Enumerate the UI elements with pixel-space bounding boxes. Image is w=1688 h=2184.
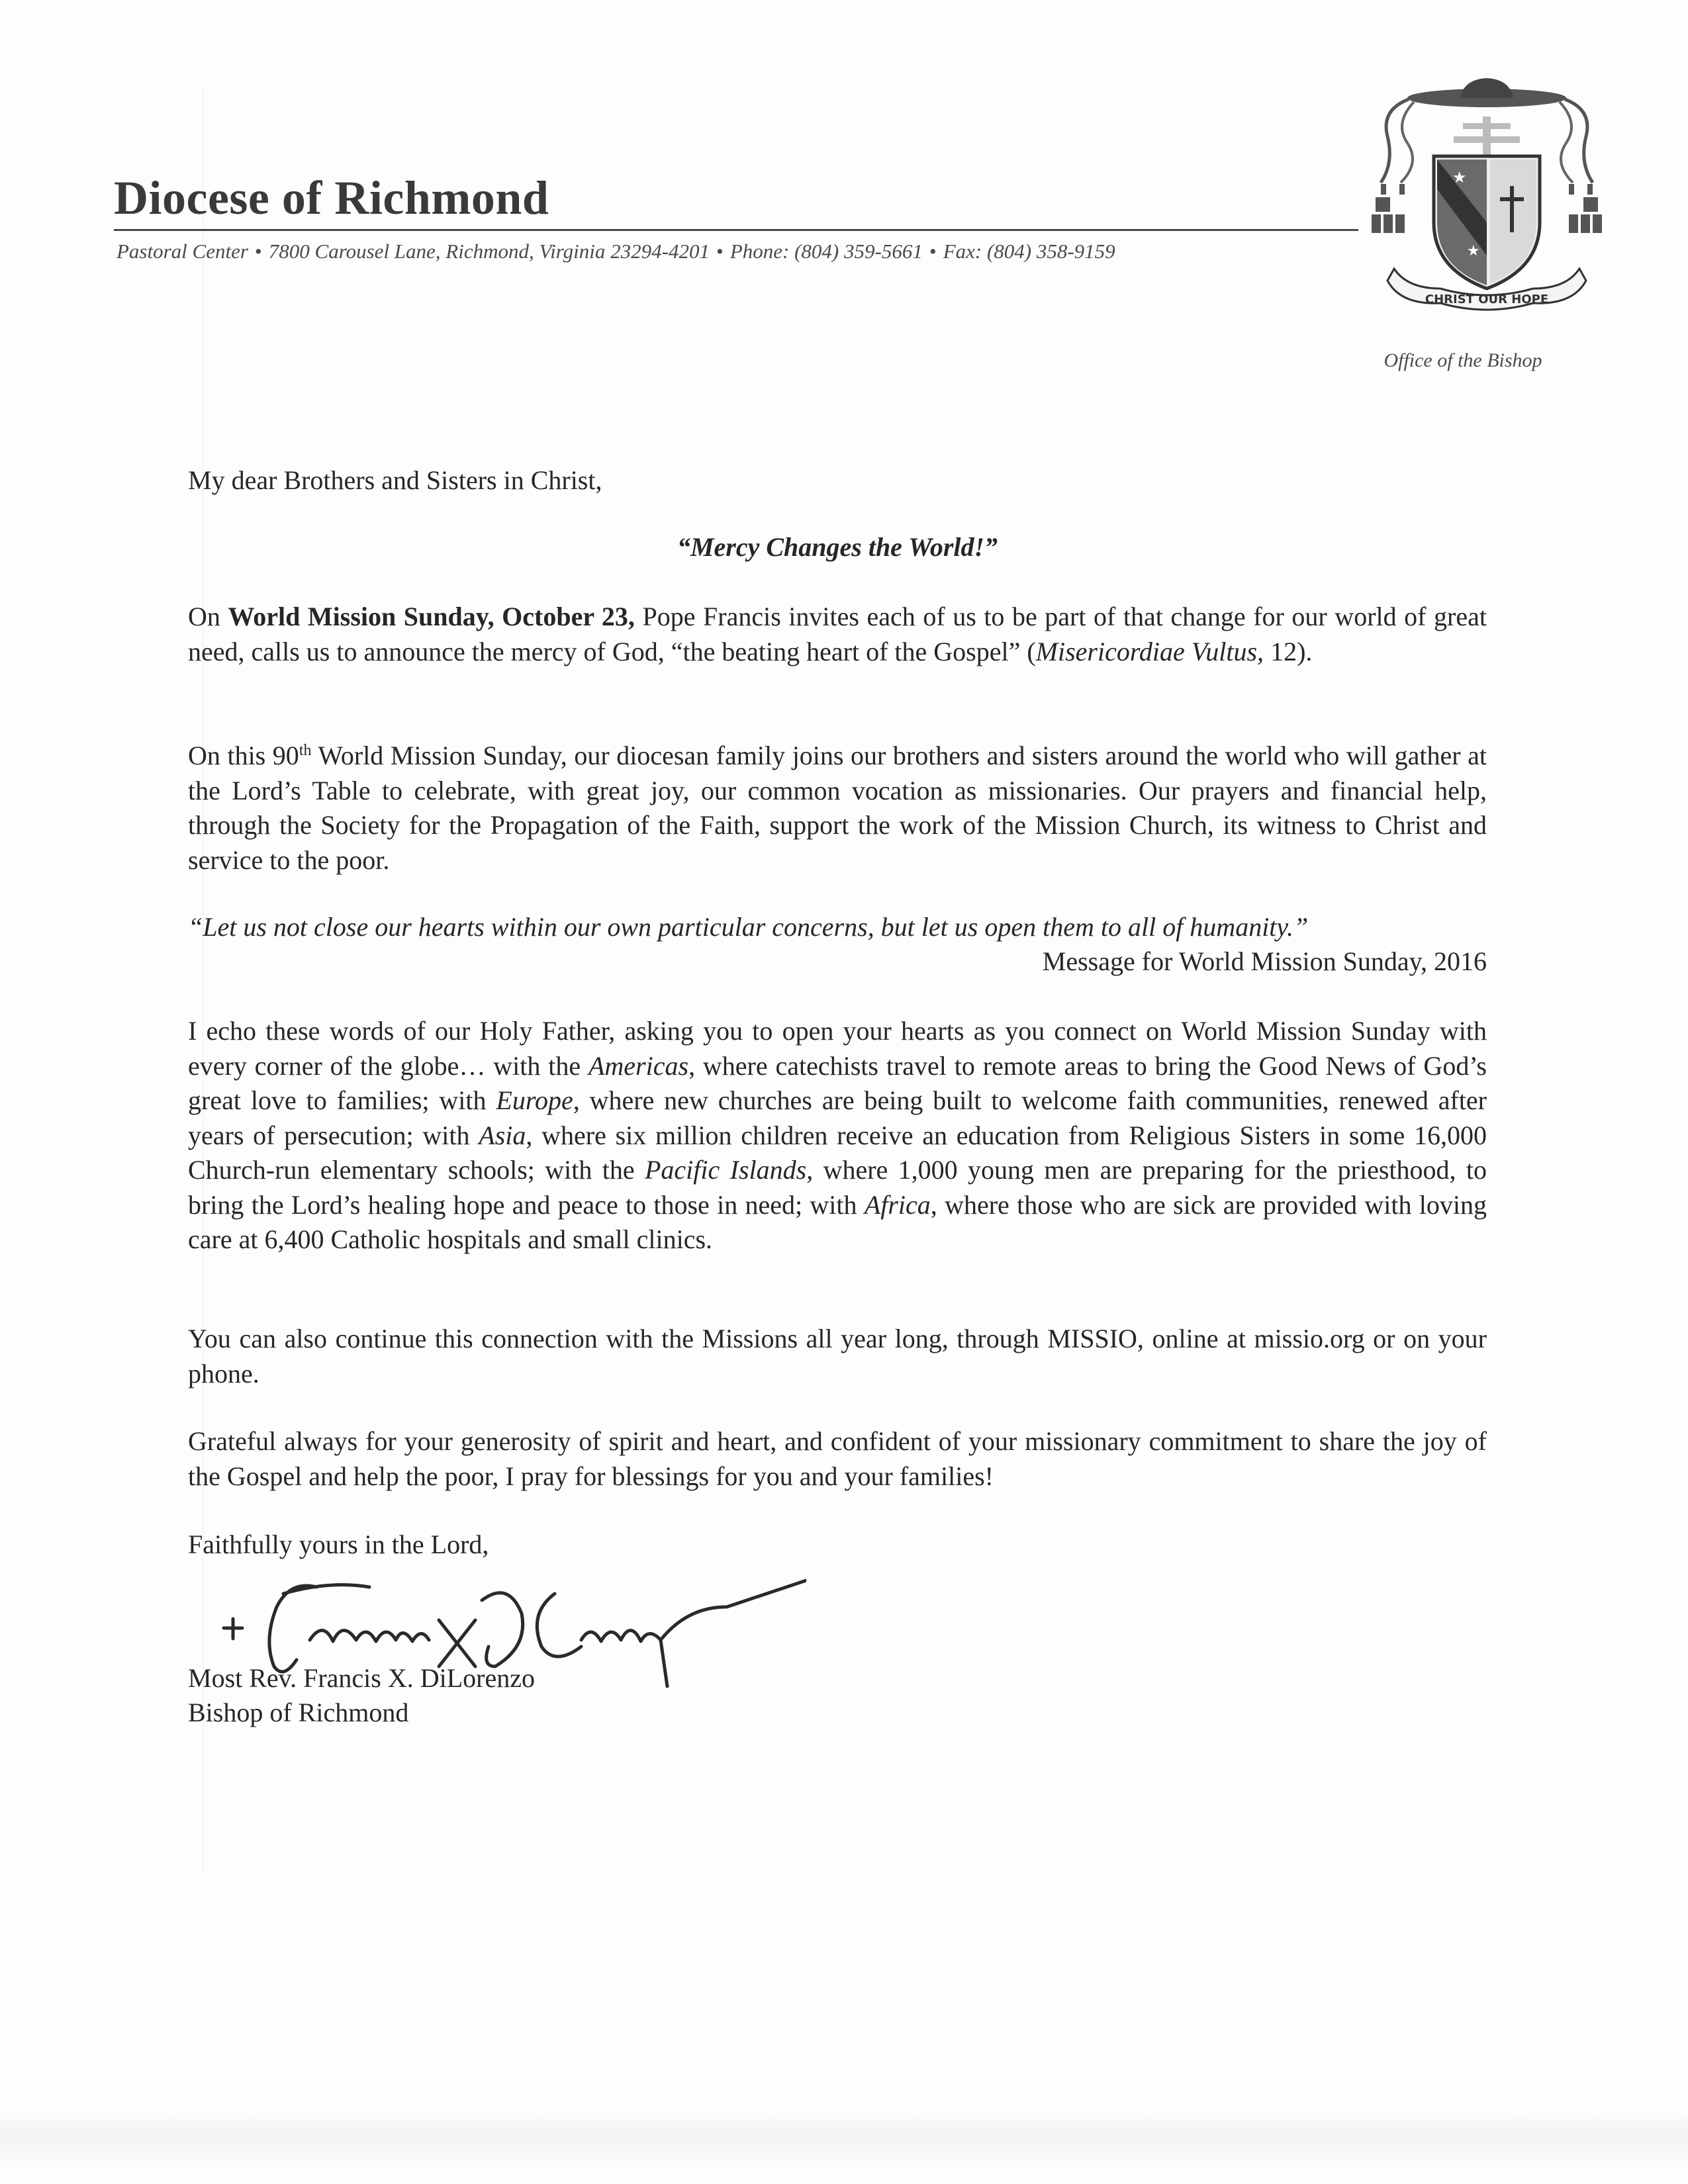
para2-ordinal: th (299, 742, 312, 759)
office-of-the-bishop: Office of the Bishop (1383, 349, 1542, 371)
closing: Faithfully yours in the Lord, (188, 1529, 489, 1559)
signer-title: Bishop of Richmond (188, 1698, 409, 1727)
region-africa: Africa (864, 1189, 931, 1220)
para1-end: 12). (1264, 636, 1313, 666)
paragraph-4: You can also continue this connection with the Missions all year long, through MISSIO, online at missio.org or on your phone. (188, 1324, 1487, 1388)
para3-text: , where those who are sick are provided with loving care at 6,400 Catholic hospitals and small clinics. (188, 1189, 1487, 1254)
para1-event: World Mission Sunday, October 23, (228, 602, 635, 631)
crest-motto: CHRIST OUR HOPE (1425, 293, 1549, 306)
para2-text: World Mission Sunday, our diocesan family joins our brothers and sisters around the world who will gather at the Lord’s Table to celebrate, with great joy, our common vocation as missionaries. Our prayers and financial help, through the Society for the Propagation of the Faith, support the work of the Mission Church, its witness to Christ and service to the poor. (188, 741, 1487, 875)
para1-lead: On (188, 602, 228, 631)
scan-artifact-line (203, 86, 204, 1873)
address-bullet: • (254, 240, 262, 263)
salutation: My dear Brothers and Sisters in Christ, (188, 465, 602, 495)
letter-theme: “Mercy Changes the World!” (677, 532, 998, 562)
para2-lead: On this 90 (188, 741, 299, 770)
letterhead-rule (114, 229, 1358, 231)
region-pacific-islands: Pacific Islands (644, 1155, 807, 1185)
para3-text: , where new churches are being built to welcome faith communities, renewed after years of persecution; with (188, 1085, 1487, 1150)
region-americas: Americas (588, 1050, 689, 1081)
paragraph-3 (188, 1014, 1487, 1257)
paragraph-1 (188, 600, 1487, 669)
svg-text:★: ★ (1452, 168, 1467, 187)
address-bullet: • (716, 240, 724, 263)
para3-text: , where six million children receive an education from Religious Sisters in some 16,000 Church-run elementary schools; with the (188, 1120, 1487, 1185)
letterhead-address (117, 240, 1115, 263)
region-europe: Europe (496, 1085, 573, 1115)
coat-of-arms-icon (1368, 70, 1606, 335)
scan-artifact-band (0, 2108, 1688, 2167)
address-pastoral-center: Pastoral Center (117, 240, 248, 263)
para1-citation: Misericordiae Vultus, (1035, 636, 1264, 666)
address-phone: Phone: (804) 359-5661 (729, 240, 923, 263)
address-fax: Fax: (804) 358-9159 (943, 240, 1115, 263)
paragraph-2 (188, 739, 1487, 878)
address-street: 7800 Carousel Lane, Richmond, Virginia 23294-4201 (268, 240, 710, 263)
paragraph-5: Grateful always for your generosity of spirit and heart, and confident of your missionary commitment to share the joy of the Gospel and help the poor, I pray for blessings for you and your families! (188, 1426, 1487, 1491)
pope-quote: “Let us not close our hearts within our own particular concerns, but let us open them to all of humanity.” (188, 912, 1309, 942)
address-bullet: • (929, 240, 937, 263)
quote-source: Message for World Mission Sunday, 2016 (1042, 946, 1487, 976)
para3-text: , where 1,000 young men are preparing for the priesthood, to bring the Lord’s healing hope and peace to those in need; with (188, 1155, 1487, 1220)
svg-text:★: ★ (1467, 243, 1480, 259)
para3-text: I echo these words of our Holy Father, asking you to open your hearts as you connect on World Mission Sunday with every corner of the globe… with the (188, 1016, 1487, 1081)
region-asia: Asia (479, 1120, 526, 1150)
para1-text: Pope Francis invites each of us to be part of that change for our world of great need, calls us to announce the mercy of God, “the beating heart of the Gospel” ( (188, 602, 1487, 666)
para3-text: , where catechists travel to remote areas to bring the Good News of God’s great love to families; with (188, 1050, 1487, 1115)
org-name: Diocese of Richmond (114, 171, 549, 224)
signer-name: Most Rev. Francis X. DiLorenzo (188, 1663, 535, 1693)
